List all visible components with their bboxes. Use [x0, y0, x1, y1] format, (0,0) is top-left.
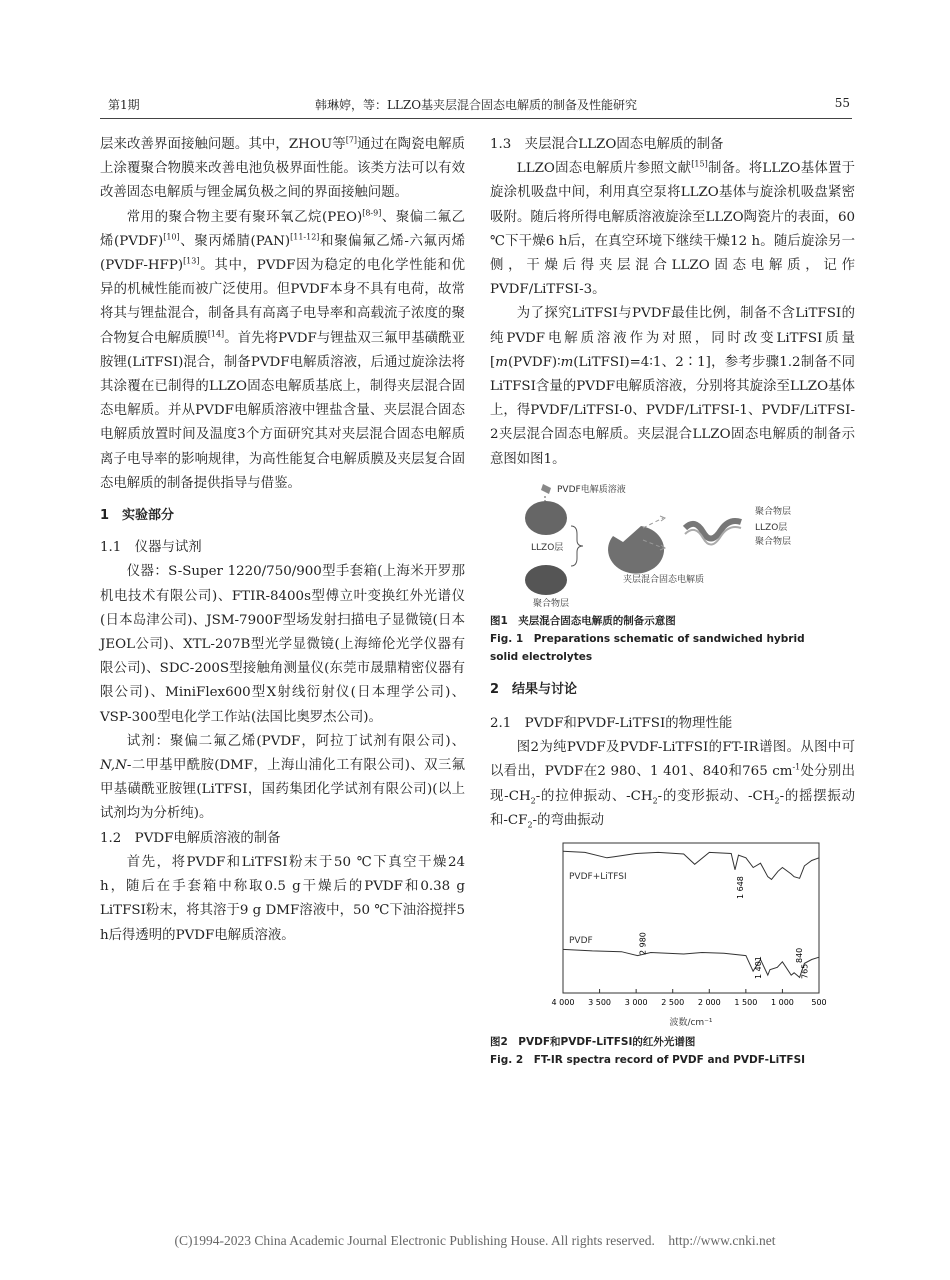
peak-annotation: 2 980 [638, 932, 648, 956]
figure-2-caption-en: Fig. 2 FT-IR spectra record of PVDF and PVDF-LiTFSI [490, 1054, 806, 1067]
paragraph: 常用的聚合物主要有聚环氧乙烷(PEO)[8-9]、聚偏二氟乙烯(PVDF)[10]、聚丙烯腈(PAN)[11-12]和聚偏氟乙烯-六氟丙烯(PVDF-HFP)[13]。其中，PVDF因为稳定的电化学性能和优异的机械性能而被广泛使用。但PVDF本身不具有电荷，故常将其与锂盐混合，制备具有高离子电导率和高载流子浓度的聚合物复合电解质膜[14]。首先将PVDF与锂盐双三氟甲基磺酰亚胺锂(LiTFSI)混合，制备PVDF电解质溶液，后通过旋涂法将其涂覆在已制得的LLZO固态电解质基底上，制得夹层混合固态电解质。并从PVDF电解质溶液中锂盐含量、夹层混合固态电解质放置时间及温度3个方面研究其对夹层混合固态电解质离子电导率的影响规律，为高性能复合电解质膜及夹层复合固态电解质的制备提供指导与借鉴。 [100, 208, 466, 491]
x-tick-label: 3 500 [587, 998, 611, 1008]
paragraph: 图2为纯PVDF及PVDF-LiTFSI的FT-IR谱图。从图中可以看出，PVDF在2 980、1 401、840和765 $cm^{-1}$处分别出现$-CH_2-$的拉伸振动、$-CH_2-$的变形振动、$-CH_2-$的摇摆振动和$-CF_2-$的弯曲振动 [490, 740, 855, 830]
paragraph: 首先，将PVDF和LiTFSI粉末于50 ℃下真空干燥24 h，随后在手套箱中称取0.5 g干燥后的PVDF和0.38 g LiTFSI粉末，将其溶于9 g DMF溶液中，50 ℃下油浴搅拌5 h后得透明的PVDF电解质溶液。 [100, 854, 465, 943]
x-tick-label: 1 000 [770, 998, 794, 1008]
x-axis-label: 波数/cm⁻¹ [668, 1018, 713, 1029]
x-tick-label: 3 000 [624, 998, 648, 1008]
dropper-icon [541, 484, 551, 494]
x-tick-label: 2 500 [660, 998, 684, 1008]
series-label-pvdf-litfsi: PVDF+LiTFSI [568, 872, 627, 883]
x-tick-label: 4 000 [551, 998, 574, 1008]
right-column [490, 133, 855, 1069]
fig1-label-polymer: 聚合物层 [532, 598, 569, 609]
fig1-label-r2: LLZO层 [754, 522, 787, 533]
subsection-heading-1-3: 1.3 夹层混合LLZO固态电解质的制备 [490, 137, 724, 152]
left-column [100, 133, 465, 948]
peak-annotation: 840 [794, 947, 804, 964]
peak-annotation: 1 401 [753, 956, 763, 980]
x-tick-label: 1 500 [733, 998, 757, 1008]
llzo-pellet-shape [608, 526, 664, 574]
section-heading-1: 1 实验部分 [100, 508, 175, 524]
paragraph: 试剂：聚偏二氟乙烯(PVDF，阿拉丁试剂有限公司)、N,N-二甲基甲酰胺(DMF，上海山浦化工有限公司)、双三氟甲基磺酰亚胺锂(LiTFSI，国药集团化学试剂有限公司)(以上试剂均为分析纯)。 [100, 733, 465, 822]
x-tick-label: 500 [810, 998, 827, 1008]
polymer-bottom-disc [525, 565, 567, 595]
figure-1-caption-en: Fig. 1 Preparations schematic of sandwiched hybrid [490, 632, 805, 645]
ftir-chart [523, 839, 827, 1029]
page-number: 55 [834, 96, 850, 110]
peak-annotation: 765 [800, 963, 810, 980]
figure-1 [490, 480, 855, 666]
series-line-1 [563, 949, 819, 980]
figure-2-caption-cn: 图2 PVDF和PVDF-LiTFSI的红外光谱图 [490, 1036, 696, 1049]
series-label-pvdf: PVDF [568, 936, 593, 947]
subsection-heading-1-2: 1.2 PVDF电解质溶液的制备 [100, 830, 281, 846]
figure-1-caption-cn: 图1 夹层混合固态电解质的制备示意图 [490, 614, 676, 627]
paragraph: 仪器：S-Super 1220/750/900型手套箱(上海米开罗那机电技术有限公司)、FTIR-8400s型傅立叶变换红外光谱仪(日本岛津公司)、JSM-7900F型场发射扫描电子显微镜(日本JEOL公司)、XTL-207B型光学显微镜(上海缔伦光学仪器有限公司)、SDC-200S型接触角测量仪(东莞市晟鼎精密仪器有限公司)、MiniFlex600型X射线衍射仪(日本理学公司)、VSP-300型电化学工作站(法国比奥罗杰公司)。 [100, 564, 465, 725]
paragraph: 为了探究LiTFSI与PVDF最佳比例，制备不含LiTFSI的纯PVDF电解质溶液作为对照，同时改变LiTFSI质量[m(PVDF)∶m(LiTFSI)=4∶1、2∶1]，参考步骤1.2制备不同LiTFSI含量的PVDF电解质溶液，分别将其旋涂至LLZO基体上，得PVDF/LiTFSI-0、PVDF/LiTFSI-1、PVDF/LiTFSI-2夹层混合固态电解质。夹层混合LLZO固态电解质的制备示意图如图1。 [490, 306, 855, 467]
polymer-top-disc [525, 501, 567, 535]
figure-2 [490, 839, 855, 1069]
paragraph: LLZO固态电解质片参照文献[15]制备。将LLZO基体置于旋涂机吸盘中间，利用真空泵将LLZO基体与旋涂机吸盘紧密吸附。随后将所得电解质溶液旋涂至LLZO陶瓷片的表面，60 ℃下干燥6 h后，在真空环境下继续干燥12 h。随后旋涂另一侧，干燥后得夹层混合LLZO固态电解质，记作PVDF/LiTFSI-3。 [490, 159, 855, 298]
copyright-footer: (C)1994-2023 China Academic Journal Electronic Publishing House. All rights reserved. http://www.cnki.net [174, 1233, 776, 1248]
paragraph: 层来改善界面接触问题。其中，ZHOU等[7]通过在陶瓷电解质上涂覆聚合物膜来改善电池负极界面性能。该类方法可以有效改善固态电解质与锂金属负极之间的界面接触问题。 [100, 135, 465, 201]
peak-annotation: 1 648 [735, 876, 745, 900]
running-header [100, 96, 852, 119]
x-tick-label: 2 000 [697, 998, 721, 1008]
issue-number: 第1期 [108, 98, 140, 112]
fig1-label-llzo: LLZO层 [530, 542, 563, 553]
plot-frame [563, 843, 819, 993]
figure-1-schematic [523, 480, 823, 608]
section-heading-2: 2 结果与讨论 [490, 681, 578, 697]
subsection-heading-2-1: 2.1 PVDF和PVDF-LiTFSI的物理性能 [490, 716, 733, 732]
fig1-label-solution: PVDF电解质溶液 [556, 484, 626, 495]
fig1-label-r3: 聚合物层 [754, 536, 791, 547]
fig1-label-sandwich: 夹层混合固态电解质 [622, 574, 704, 585]
fig1-label-r1: 聚合物层 [754, 506, 791, 517]
journal-title: 韩琳婷，等：LLZO基夹层混合固态电解质的制备及性能研究 [314, 98, 638, 112]
subsection-heading-1-1: 1.1 仪器与试剂 [100, 540, 202, 556]
figure-1-caption-en-2: solid electrolytes [490, 650, 593, 663]
